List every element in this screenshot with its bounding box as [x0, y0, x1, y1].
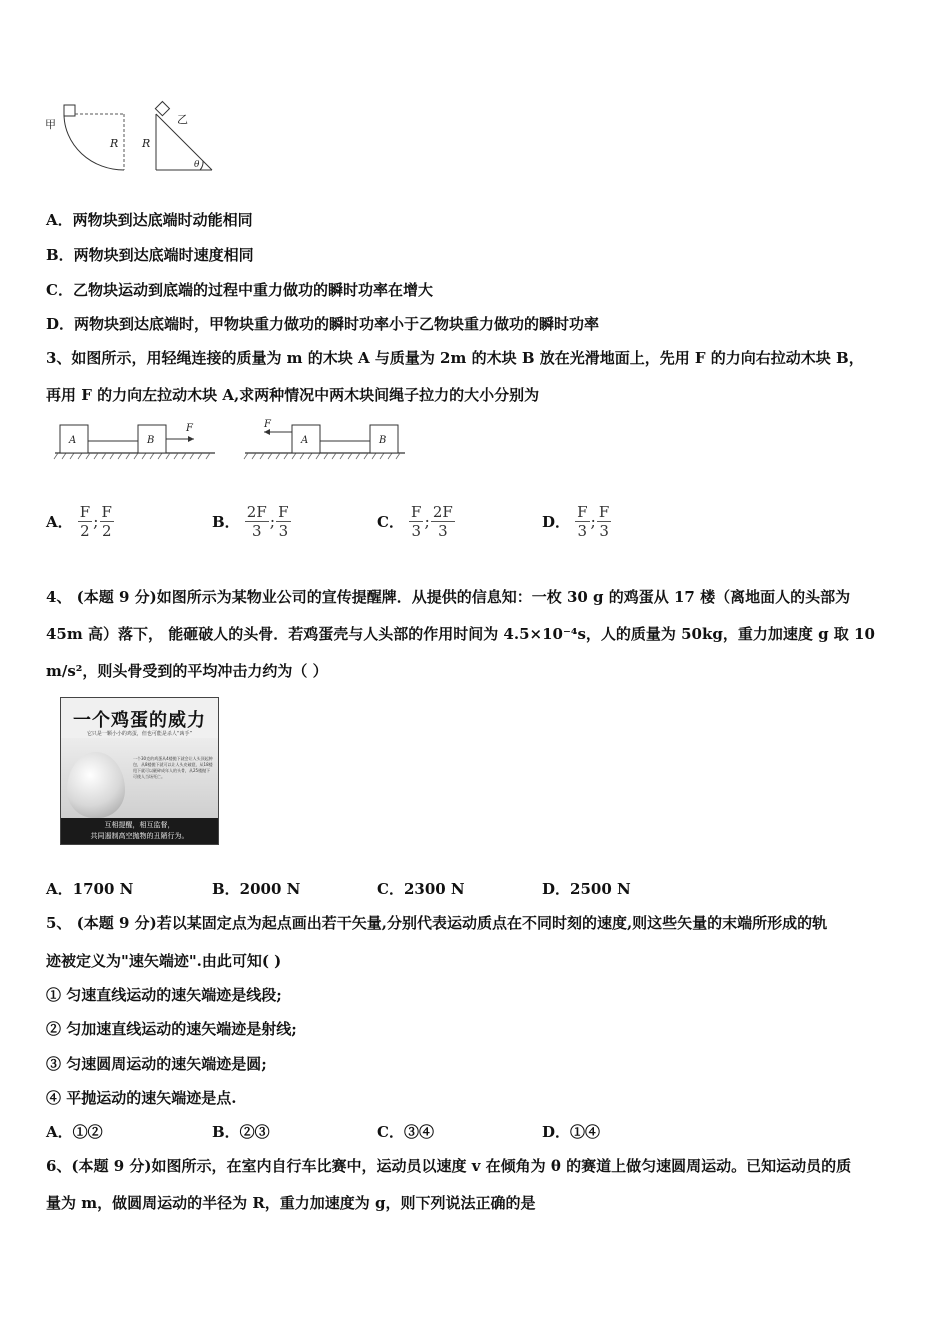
q4-option-c: C．2300 N [377, 880, 465, 898]
q5-option-c: C．③④ [377, 1123, 434, 1141]
label-R1: R [110, 137, 119, 150]
q2-option-b: B．两物块到达底端时速度相同 [46, 246, 254, 264]
q2-option-c: C．乙物块运动到底端的过程中重力做功的瞬时功率在增大 [46, 281, 433, 299]
q4-option-d: D．2500 N [542, 880, 631, 898]
q5-option-d: D．①④ [542, 1123, 601, 1141]
q3-option-c-frac1: $\frac{F}{3}$ [411, 503, 422, 540]
q5-stem-line1: 5、 (本题 9 分)若以某固定点为起点画出若干矢量,分别代表运动质点在不同时刻的速度,则这些矢量的末端所形成的轨 [46, 914, 828, 932]
q3-option-d-frac1: $\frac{F}{3}$ [577, 503, 588, 540]
poster-title: 一个鸡蛋的威力 [73, 710, 206, 731]
q3-option-c-frac2: $\frac{2F}{3}$ [432, 503, 453, 540]
q4-stem-line2: 45m 高）落下， 能砸破人的头骨．若鸡蛋壳与人头部的作用时间为 4.5×10⁻⁴s，人的质量为 50kg，重力加速度 g 取 10 [46, 625, 875, 643]
label-yi: 乙 [177, 113, 188, 126]
angle-arc [200, 161, 203, 170]
hatch-left [54, 453, 210, 459]
figure-blocks-rope [50, 415, 415, 465]
q4-stem-line3: m/s²，则头骨受到的平均冲击力约为（ ） [46, 662, 328, 680]
q5-option-a: A．①② [46, 1123, 103, 1141]
block-yi [155, 102, 169, 116]
q3-option-b-frac2: $\frac{F}{3}$ [278, 503, 289, 540]
block-jia [64, 105, 75, 116]
q5-statement-2: ② 匀加速直线运动的速矢端迹是射线; [46, 1020, 297, 1038]
label-theta: θ [194, 160, 200, 170]
force-arrow-right-head [188, 436, 194, 442]
force-label-left: F [264, 419, 271, 430]
q2-option-a: A．两物块到达底端时动能相同 [46, 211, 253, 229]
poster-footer-line1: 互相提醒，相互监督， [104, 821, 175, 829]
egg-warning-poster [60, 697, 219, 845]
q4-option-a: A．1700 N [46, 880, 134, 898]
poster-body: 一个30克的鸡蛋从4楼抛下就会让人头顶起肿包，从8楼抛下就可以让人头皮破裂，从18楼甩下就可以砸碎成年人的头骨，从25楼抛下可使人当场死亡。 [133, 756, 213, 779]
q3-option-a-frac2: $\frac{F}{2}$ [101, 503, 112, 540]
q3-stem-line1: 3、如图所示，用轻绳连接的质量为 m 的木块 A 与质量为 2m 的木块 B 放在光滑地面上，先用 F 的力向右拉动木块 B， [46, 349, 864, 367]
q3-option-d: D． $\frac{F}{3}$ ; $\frac{F}{3}$ [542, 503, 610, 540]
poster-subtitle: 它只是一颗小小的鸡蛋，但也可能是杀人“凶手” [86, 731, 193, 737]
q5-stem-line2: 迹被定义为"速矢端迹".由此可知( ) [46, 952, 282, 970]
q2-option-d: D．两物块到达底端时，甲物块重力做功的瞬时功率小于乙物块重力做功的瞬时功率 [46, 315, 600, 333]
q3-option-a: A． $\frac{F}{2}$ ; $\frac{F}{2}$ [46, 503, 112, 540]
figure-track-and-incline [40, 100, 230, 175]
q6-stem-line2: 量为 m，做圆周运动的半径为 R，重力加速度为 g，则下列说法正确的是 [46, 1194, 536, 1212]
block-a-left-label: A [69, 435, 77, 446]
q3-option-b: B． $\frac{2F}{3}$ ; $\frac{F}{3}$ [212, 503, 289, 540]
q3-option-d-label: D． [542, 512, 571, 531]
q4-option-b: B．2000 N [212, 880, 301, 898]
poster-footer-line2: 共同遏制高空抛物的丑陋行为。 [90, 832, 189, 840]
q5-option-b: B．②③ [212, 1123, 270, 1141]
q3-option-a-frac1: $\frac{F}{2}$ [79, 503, 91, 540]
q5-statement-4: ④ 平抛运动的速矢端迹是点. [46, 1089, 237, 1107]
q4-stem-line1: 4、 (本题 9 分)如图所示为某物业公司的宣传提醒牌．从提供的信息知：一枚 30 g 的鸡蛋从 17 楼（离地面人的头部为 [46, 588, 851, 606]
hatch-right [244, 453, 400, 459]
q3-option-d-frac2: $\frac{F}{3}$ [598, 503, 610, 540]
force-label-right: F [186, 423, 193, 434]
poster-footer [61, 818, 218, 845]
q3-option-a-label: A． [46, 512, 73, 531]
q5-statement-3: ③ 匀速圆周运动的速矢端迹是圆; [46, 1055, 267, 1073]
q6-stem-line1: 6、(本题 9 分)如图所示，在室内自行车比赛中，运动员以速度 v 在倾角为 θ 的赛道上做匀速圆周运动。已知运动员的质 [46, 1157, 852, 1175]
block-a-right-label: A [301, 435, 309, 446]
q3-option-b-label: B． [212, 512, 240, 531]
block-b-left-label: B [147, 435, 155, 446]
label-jia: 甲 [45, 118, 56, 131]
q3-option-c: C． $\frac{F}{3}$ ; $\frac{2F}{3}$ [377, 503, 453, 540]
q3-stem-line2: 再用 F 的力向左拉动木块 A,求两种情况中两木块间绳子拉力的大小分别为 [46, 386, 540, 404]
q3-option-b-frac1: $\frac{2F}{3}$ [246, 503, 267, 540]
q5-statement-1: ① 匀速直线运动的速矢端迹是线段; [46, 986, 282, 1004]
label-R2: R [142, 137, 151, 150]
q3-option-c-label: C． [377, 512, 404, 531]
block-b-right-label: B [379, 435, 387, 446]
